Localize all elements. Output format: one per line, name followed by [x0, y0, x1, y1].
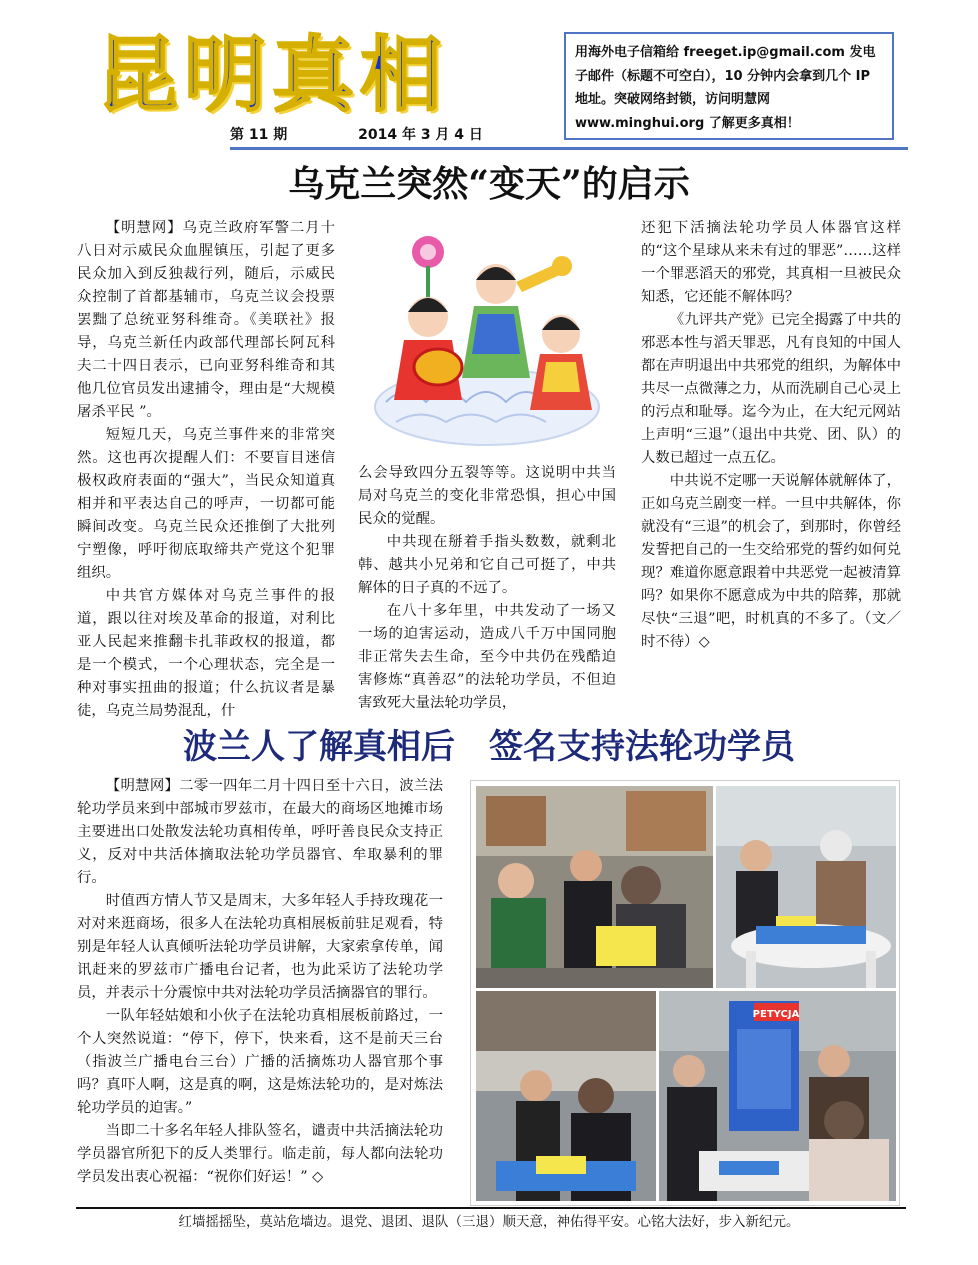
lion-dance-children-illustration — [356, 222, 618, 452]
article1-paragraph: 短短几天，乌克兰事件来的非常突然。这也再次提醒人们：不要盲目迷信极权政府表面的“强大”，当民众知道真相并和平表达自己的呼声，一切都可能瞬间改变。乌克兰民众还推倒了大批列宁塑像，呼吁彻底取缔共产党这个犯罪组织。 — [77, 427, 335, 581]
article1-paragraph: 么会导致四分五裂等等。这说明中共当局对乌克兰的变化非常恐惧，担心中国民众的觉醒。 — [358, 465, 616, 527]
footer-divider — [76, 1207, 906, 1209]
article2-body — [77, 775, 443, 1205]
article1-paragraph: 中共现在掰着手指头数数，就剩北韩、越共小兄弟和它自己可挺了，中共解体的日子真的不远了。 — [358, 534, 616, 596]
issue-date: 2014 年 3 月 4 日 — [358, 127, 483, 143]
article1-paragraph: 在八十多年里，中共发动了一场又一场的迫害运动，造成八千万中国同胞非正常失去生命，至今中共仍在残酷迫害修炼“真善忍”的法轮功学员，不但迫害致死大量法轮功学员， — [358, 603, 616, 711]
article1-paragraph: 【明慧网】乌克兰政府军警二月十八日对示威民众血腥镇压，引起了更多民众加入到反独裁行列，随后，示威民众控制了首都基辅市，乌克兰议会投票罢黜了总统亚努科维奇。《美联社》报导，乌克兰新任内政部代理部长阿瓦科夫二十四日表示，已向亚努科维奇和其他几位官员发出逮捕令，理由是“大规模屠杀平民 ”。 — [77, 220, 335, 420]
newspaper-title: 昆明真相 — [96, 28, 449, 123]
article1-paragraph: 中共官方媒体对乌克兰事件的报道，跟以往对埃及革命的报道，对利比亚人民起来推翻卡扎菲政权的报道，都是一个模式，一个心理状态，完全是一种对事实扭曲的报道；什么抗议者是暴徒，乌克兰局势混乱，什 — [77, 588, 335, 719]
footer-slogan: 红墙摇摇坠，莫站危墙边。退党、退团、退队（三退）顺天意，神佑得平安。心铭大法好，步入新纪元。 — [178, 1214, 800, 1230]
photo-street-signing — [476, 991, 656, 1201]
article2-headline: 波兰人了解真相后 签名支持法轮功学员 — [183, 727, 795, 767]
photo-collage — [470, 780, 900, 1206]
article1-paragraph: 中共说不定哪一天说解体就解体了，正如乌克兰剧变一样。一旦中共解体，你就没有“三退”的机会了，到那时，你曾经发誓把自己的一生交给邪党的誓约如何兑现？难道你愿意跟着中共恶党一起被清算吗？如果你不愿意成为中共的陪葬，那就尽快“三退”吧，时机真的不多了。（文／时不待）◇ — [641, 473, 901, 650]
article1-column-1 — [77, 217, 335, 719]
issue-number: 第 11 期 — [230, 127, 288, 143]
article1-column-2 — [358, 462, 616, 711]
photo-petition-board — [659, 991, 896, 1201]
article2-paragraph: 一队年轻姑娘和小伙子在法轮功真相展板前路过，一个人突然说道：“停下，停下，快来看，这不是前天三台（指波兰广播电台三台）广播的活摘炼功人器官那个事吗？真吓人啊，这是真的啊，这是炼法轮功的，是对炼法轮功学员的迫害。” — [77, 1008, 443, 1116]
article2-paragraph: 时值西方情人节又是周末，大多年轻人手持玫瑰花一对对来逛商场，很多人在法轮功真相展板前驻足观看，特别是年轻人认真倾听法轮功学员讲解，大家索拿传单，闻讯赶来的罗兹市广播电台记者，也为此采访了法轮功学员，并表示十分震惊中共对法轮功学员活摘器官的罪行。 — [77, 893, 443, 1001]
photo-table-signing — [716, 786, 896, 988]
header-divider — [230, 147, 908, 150]
article1-paragraph: 还犯下活摘法轮功学员人体器官这样的“这个星球从来未有过的罪恶”……这样一个罪恶滔天的邪党，其真相一旦被民众知悉，它还能不解体吗？ — [641, 220, 901, 305]
issue-line — [230, 124, 483, 144]
article2-paragraph: 【明慧网】二零一四年二月十四日至十六日，波兰法轮功学员来到中部城市罗兹市，在最大的商场区地摊市场主要进出口处散发法轮功真相传单，呼吁善良民众支持正义，反对中共活体摘取法轮功学员器官、牟取暴利的罪行。 — [77, 778, 443, 886]
article1-headline: 乌克兰突然“变天”的启示 — [288, 163, 690, 205]
notice-box: 用海外电子信箱给 freeget.ip@gmail.com 发电子邮件（标题不可空白），10 分钟内会拿到几个 IP 地址。突破网络封锁，访问明慧网 www.minghui.org 了解更多真相！ — [564, 32, 894, 140]
article1-paragraph: 《九评共产党》已完全揭露了中共的邪恶本性与滔天罪恶，凡有良知的中国人都在声明退出中共邪党的组织，为解体中共尽一点微薄之力，从而洗刷自己心灵上的污点和耻辱。迄今为止，在大纪元网站上声明“三退”（退出中共党、团、队）的人数已超过一点五亿。 — [641, 312, 901, 466]
article2-paragraph: 当即二十多名年轻人排队签名，谴责中共活摘法轮功学员器官所犯下的反人类罪行。临走前，每人都向法轮功学员发出衷心祝福：“祝你们好运！” ◇ — [77, 1123, 443, 1185]
photo-youths-signing — [476, 786, 713, 988]
article1-column-3 — [641, 217, 901, 707]
petition-sign-text: PETYCJA — [752, 1009, 800, 1020]
